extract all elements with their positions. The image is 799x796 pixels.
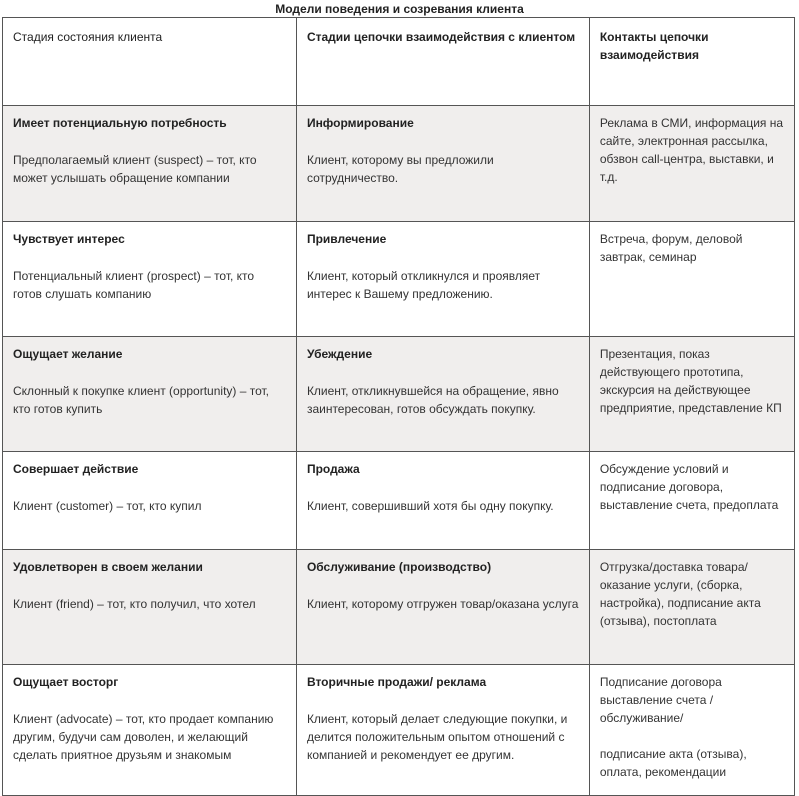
stage-description: Клиент (friend) – тот, кто получил, что хотел — [13, 597, 256, 611]
stage-description: Потенциальный клиент (prospect) – тот, кто готов слушать компанию — [13, 269, 255, 301]
header-stage-state: Стадия состояния клиента — [3, 18, 297, 106]
header-interaction-chain: Стадии цепочки взаимодействия с клиентом — [296, 18, 589, 106]
chain-cell — [296, 452, 589, 550]
chain-description: Клиент, откликнувшейся на обращение, явно заинтересован, готов обсуждать покупку. — [306, 384, 559, 416]
chain-title: Привлечение — [306, 232, 387, 246]
chain-title: Обслуживание (производство) — [306, 560, 492, 574]
contacts-cell — [589, 222, 794, 337]
stage-cell — [3, 222, 297, 337]
stage-title: Совершает действие — [13, 462, 139, 476]
chain-title: Убеждение — [306, 347, 373, 361]
chain-cell — [296, 222, 589, 337]
chain-cell — [296, 665, 589, 796]
stage-cell — [3, 550, 297, 665]
table-row — [3, 222, 795, 337]
contacts-cell — [589, 106, 794, 222]
stage-title: Чувствует интерес — [13, 232, 125, 246]
contacts-cell — [589, 452, 794, 550]
header-chain-contacts: Контакты цепочки взаимодействия — [589, 18, 794, 106]
stage-description: Склонный к покупке клиент (opportunity) – тот, кто готов купить — [13, 384, 270, 416]
table-row — [3, 550, 795, 665]
chain-title: Продажа — [306, 462, 360, 476]
stage-title: Ощущает восторг — [13, 675, 119, 689]
table-row — [3, 106, 795, 222]
stage-title: Ощущает желание — [13, 347, 123, 361]
stage-cell — [3, 665, 297, 796]
contacts-text: Обсуждение условий и подписание договора, выставление счета, предоплата — [599, 462, 779, 512]
stage-title: Удовлетворен в своем желании — [13, 560, 203, 574]
stage-description: Предполагаемый клиент (suspect) – тот, кто может услышать обращение компании — [13, 153, 257, 185]
contacts-cell — [589, 337, 794, 452]
chain-cell — [296, 550, 589, 665]
stage-cell — [3, 106, 297, 222]
chain-title: Информирование — [306, 116, 414, 130]
stage-description: Клиент (advocate) – тот, кто продает компанию другим, будучи сам доволен, и желающий сделать приятное друзьям и знакомым — [13, 712, 274, 762]
chain-description: Клиент, которому вы предложили сотрудничество. — [306, 153, 494, 185]
chain-cell — [296, 106, 589, 222]
chain-cell — [296, 337, 589, 452]
contacts-line-1: Подписание договора выставление счета /обслуживание/ — [599, 675, 722, 725]
customer-maturity-table — [2, 17, 795, 796]
contacts-cell — [589, 550, 794, 665]
contacts-text: Презентация, показ действующего прототипа, экскурсия на действующее предприятие, представление КП — [599, 347, 782, 415]
chain-description: Клиент, который откликнулся и проявляет интерес к Вашему предложению. — [306, 269, 541, 301]
table-row — [3, 665, 795, 796]
contacts-text: Отгрузка/доставка товара/ оказание услуги, (сборка, настройка), подписание акта (отзыва), постоплата — [599, 560, 761, 628]
chain-description: Клиент, который делает следующие покупки, и делится положительным опытом отношений с компанией и рекомендует ее другим. — [306, 712, 568, 762]
table-row — [3, 452, 795, 550]
stage-cell — [3, 337, 297, 452]
table-header-row — [3, 18, 795, 106]
chain-description: Клиент, совершивший хотя бы одну покупку. — [306, 499, 554, 513]
contacts-text: Реклама в СМИ, информация на сайте, электронная рассылка, обзвон call-центра, выставки, и т.д. — [599, 116, 784, 184]
contacts-line-2: подписание акта (отзыва), оплата, рекомендации — [599, 747, 747, 779]
table-row — [3, 337, 795, 452]
stage-title: Имеет потенциальную потребность — [13, 116, 227, 130]
contacts-text: Встреча, форум, деловой завтрак, семинар — [599, 232, 743, 264]
stage-cell — [3, 452, 297, 550]
page-title: Модели поведения и созревания клиента — [275, 2, 524, 16]
chain-description: Клиент, которому отгружен товар/оказана услуга — [306, 597, 579, 611]
stage-description: Клиент (customer) – тот, кто купил — [13, 499, 202, 513]
chain-title: Вторичные продажи/ реклама — [306, 675, 487, 689]
contacts-cell — [589, 665, 794, 796]
contacts-text — [600, 673, 784, 781]
